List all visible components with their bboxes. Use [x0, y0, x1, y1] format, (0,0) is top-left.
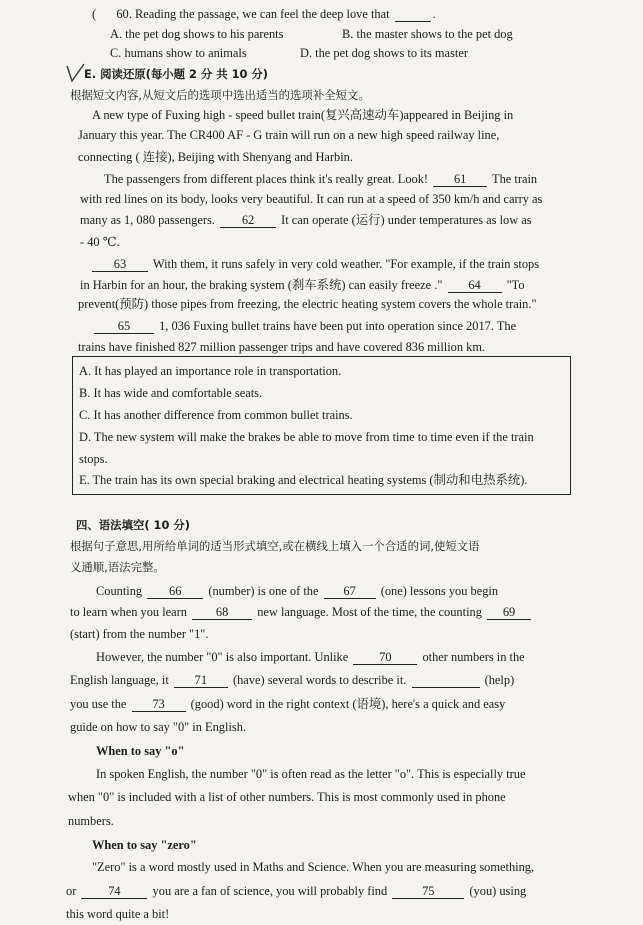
section-4-heading: 四、语法填空( 10 分)	[76, 518, 190, 532]
subheading-when-to-say-zero: When to say "zero"	[92, 838, 197, 852]
blank-60[interactable]	[395, 7, 431, 22]
option-d[interactable]: D. The new system will make the brakes be able to move from time to time even if the train	[79, 430, 534, 444]
blank-68[interactable]: 68	[192, 605, 252, 620]
grammar-line-13: this word quite a bit!	[66, 907, 170, 921]
passage-line-10: prevent(预防) those pipes from freezing, the electric heating system covers the whole train."	[78, 297, 537, 311]
grammar-line-6: you use the 73 (good) word in the right context (语境), here's a quick and easy	[70, 697, 506, 711]
grammar-line-8: In spoken English, the number "0" is often read as the letter "o". This is especially true	[96, 767, 526, 781]
blank-72[interactable]	[412, 673, 480, 688]
option-a[interactable]: A. It has played an importance role in transportation.	[79, 364, 342, 378]
grammar-line-7: guide on how to say "0" in English.	[70, 720, 247, 734]
passage-line-3: connecting ( 连接), Beijing with Shenyang and Harbin.	[78, 150, 353, 164]
blank-75[interactable]: 75	[392, 884, 464, 899]
q60-option-a[interactable]: A. the pet dog shows to his parents	[110, 27, 284, 41]
blank-62[interactable]: 62	[220, 213, 276, 228]
section-e-instruction: 根据短文内容,从短文后的选项中选出适当的选项补全短文。	[70, 88, 370, 102]
blank-67[interactable]: 67	[324, 584, 376, 599]
q60-paren: (	[92, 7, 97, 21]
q60-option-b[interactable]: B. the master shows to the pet dog	[342, 27, 513, 41]
blank-71[interactable]: 71	[174, 673, 228, 688]
grammar-line-10: numbers.	[68, 814, 114, 828]
passage-line-8: 63 With them, it runs safely in very cold weather. "For example, if the train stops	[90, 256, 539, 272]
passage-line-6: many as 1, 080 passengers. 62 It can operate (运行) under temperatures as low as	[80, 213, 532, 227]
blank-63[interactable]: 63	[92, 257, 148, 272]
q60-option-c[interactable]: C. humans show to animals	[110, 46, 247, 60]
blank-70[interactable]: 70	[353, 650, 417, 665]
option-e[interactable]: E. The train has its own special braking and electrical heating systems (制动和电热系统).	[79, 473, 528, 487]
passage-line-5: with red lines on its body, looks very beautiful. It can run at a speed of 350 km/h and carry as	[80, 192, 543, 206]
section-4-instruction-2: 义通顺,语法完整。	[70, 560, 165, 574]
grammar-line-9: when "0" is included with a list of other numbers. This is most commonly used in phone	[68, 790, 506, 804]
blank-64[interactable]: 64	[448, 278, 502, 293]
passage-line-7: - 40 ℃.	[80, 235, 120, 249]
grammar-line-1: Counting 66 (number) is one of the 67 (one) lessons you begin	[96, 584, 499, 598]
q60-line: ( 60. Reading the passage, we can feel the deep love that .	[92, 7, 436, 21]
option-d-cont: stops.	[79, 452, 108, 466]
blank-73[interactable]: 73	[132, 697, 186, 712]
section-4-instruction-1: 根据句子意思,用所给单词的适当形式填空,或在横线上填入一个合适的词,使短文语	[70, 539, 480, 553]
q60-options-cd	[110, 45, 468, 61]
options-box	[72, 356, 571, 495]
grammar-line-3: (start) from the number "1".	[70, 627, 209, 641]
passage-line-1: A new type of Fuxing high - speed bullet train(复兴高速动车)appeared in Beijing in	[92, 108, 514, 122]
passage-line-11: 65 1, 036 Fuxing bullet trains have been put into operation since 2017. The	[92, 318, 516, 334]
passage-line-4: The passengers from different places think it's really great. Look! 61 The train	[104, 172, 538, 186]
blank-66[interactable]: 66	[147, 584, 203, 599]
option-c[interactable]: C. It has another difference from common bullet trains.	[79, 408, 353, 422]
option-b[interactable]: B. It has wide and comfortable seats.	[79, 386, 263, 400]
blank-74[interactable]: 74	[81, 884, 147, 899]
grammar-line-5: English language, it 71 (have) several words to describe it. (help)	[70, 673, 515, 687]
section-e-heading: E. 阅读还原(每小题 2 分 共 10 分)	[84, 67, 268, 81]
subheading-when-to-say-o: When to say "o"	[96, 744, 185, 758]
grammar-line-2: to learn when you learn 68 new language. Most of the time, the counting 69	[70, 604, 533, 620]
q60-text: 60. Reading the passage, we can feel the deep love that	[116, 7, 390, 21]
blank-69[interactable]: 69	[487, 605, 531, 620]
q60-options-ab	[110, 26, 513, 42]
passage-line-12: trains have finished 827 million passenger trips and have covered 836 million km.	[78, 340, 486, 354]
grammar-line-4: However, the number "0" is also important. Unlike 70 other numbers in the	[96, 650, 525, 664]
passage-line-2: January this year. The CR400 AF - G train will run on a new high speed railway line,	[78, 128, 500, 142]
blank-61[interactable]: 61	[433, 172, 487, 187]
grammar-line-11: "Zero" is a word mostly used in Maths and Science. When you are measuring something,	[92, 860, 535, 874]
passage-line-9: in Harbin for an hour, the braking system (刹车系统) can easily freeze ." 64 "To	[80, 278, 525, 292]
blank-65[interactable]: 65	[94, 319, 154, 334]
q60-option-d[interactable]: D. the pet dog shows to its master	[300, 46, 468, 60]
grammar-line-12: or 74 you are a fan of science, you will probably find 75 (you) using	[66, 884, 527, 898]
